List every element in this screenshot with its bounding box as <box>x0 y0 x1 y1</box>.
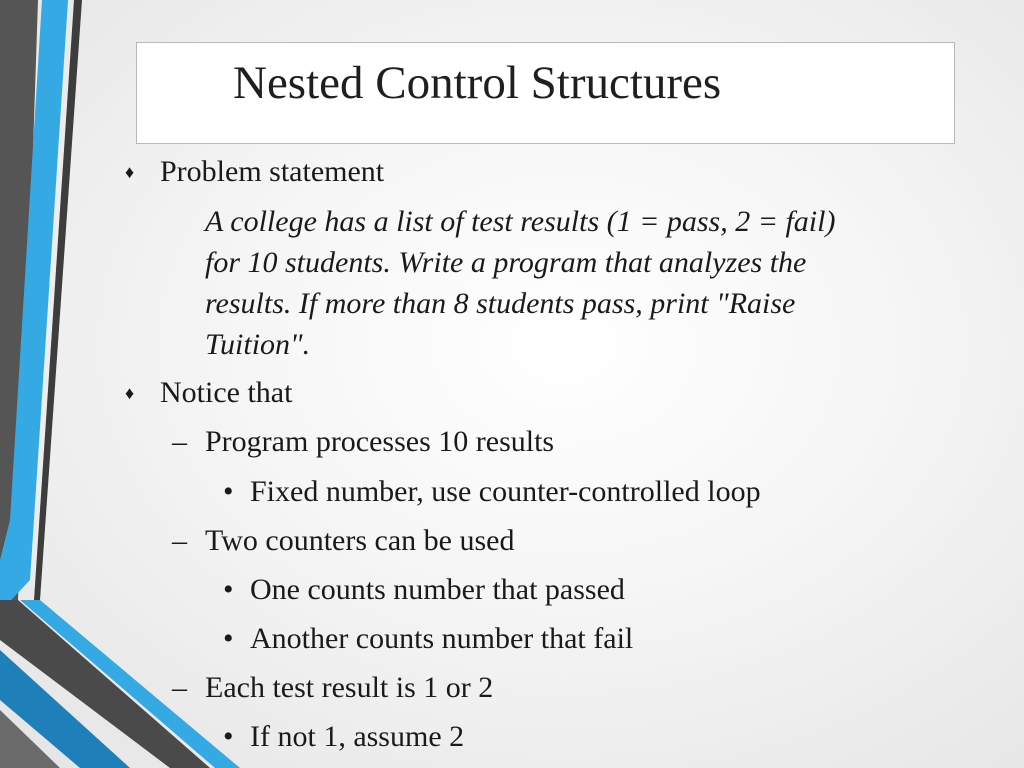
problem-text-line-1: A college has a list of test results (1 = pass, 2 = fail) <box>205 205 836 238</box>
dot-bullet-icon: • <box>223 573 234 606</box>
bullet-problem-statement: Problem statement <box>160 155 385 188</box>
sub-bullet-processes: Program processes 10 results <box>205 425 555 458</box>
problem-text-line-2: for 10 students. Write a program that analyzes the <box>205 246 807 279</box>
dot-bullet-icon: • <box>223 475 234 508</box>
sub-bullet-test-result: Each test result is 1 or 2 <box>205 671 494 704</box>
dash-bullet-icon: – <box>172 524 187 557</box>
problem-text-line-4: Tuition". <box>205 328 311 361</box>
item-counts-passed: One counts number that passed <box>250 573 625 606</box>
dot-bullet-icon: • <box>223 720 234 753</box>
bullet-notice-that: Notice that <box>160 376 293 409</box>
slide-title: Nested Control Structures <box>233 57 722 109</box>
dash-bullet-icon: – <box>172 425 187 458</box>
item-fixed-number: Fixed number, use counter-controlled loop <box>250 475 761 508</box>
dot-bullet-icon: • <box>223 622 234 655</box>
dash-bullet-icon: – <box>172 671 187 704</box>
item-assume-two: If not 1, assume 2 <box>250 720 465 753</box>
problem-text-line-3: results. If more than 8 students pass, print "Raise <box>205 287 796 320</box>
sub-bullet-two-counters: Two counters can be used <box>205 524 515 557</box>
item-counts-fail: Another counts number that fail <box>250 622 634 655</box>
diamond-bullet-icon: ♦ <box>125 162 135 182</box>
diamond-bullet-icon: ♦ <box>125 383 135 403</box>
title-box <box>136 42 955 144</box>
